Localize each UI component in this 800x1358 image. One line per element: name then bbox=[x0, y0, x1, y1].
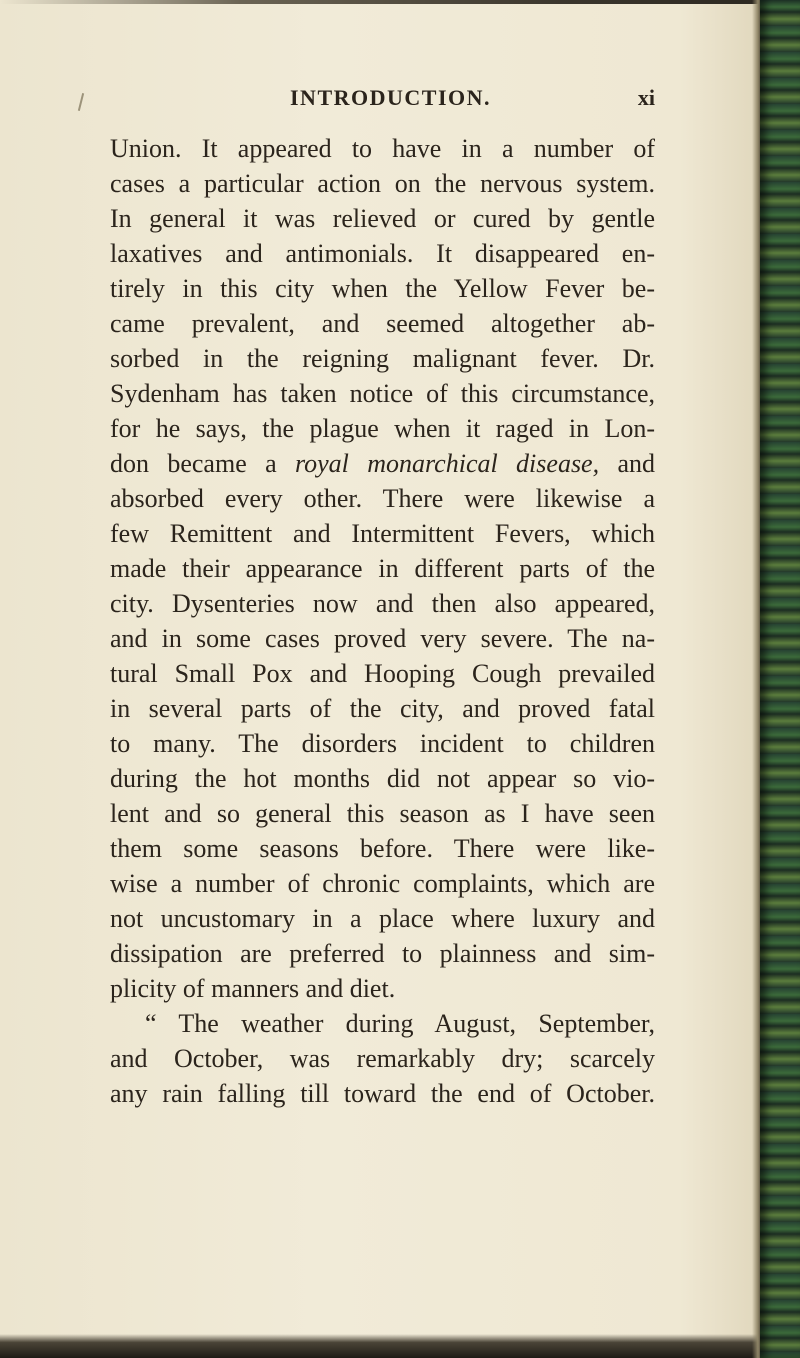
text-line: made their appearance in different parts of the bbox=[110, 554, 655, 583]
text-line: them some seasons before. There were like- bbox=[110, 834, 655, 863]
text-segment: don became a bbox=[110, 449, 295, 478]
text-line: few Remittent and Intermittent Fevers, which bbox=[110, 519, 655, 548]
text-line: Sydenham has taken notice of this circumstance, bbox=[110, 379, 655, 408]
text-line: and in some cases proved very severe. The na- bbox=[110, 624, 655, 653]
text-line: city. Dysenteries now and then also appeared, bbox=[110, 589, 655, 618]
pencil-mark bbox=[78, 93, 84, 111]
text-line: laxatives and antimonials. It disappeared en- bbox=[110, 239, 655, 268]
text-line: absorbed every other. There were likewise a bbox=[110, 484, 655, 513]
text-line: came prevalent, and seemed altogether ab- bbox=[110, 309, 655, 338]
page-header bbox=[110, 85, 655, 117]
text-segment: and bbox=[599, 449, 655, 478]
text-line: sorbed in the reigning malignant fever. Dr. bbox=[110, 344, 655, 373]
text-line: cases a particular action on the nervous system. bbox=[110, 169, 655, 198]
top-edge-shadow bbox=[0, 0, 800, 4]
text-line: plicity of manners and diet. bbox=[110, 974, 396, 1003]
text-line: lent and so general this season as I have seen bbox=[110, 799, 655, 828]
text-line: for he says, the plague when it raged in Lon- bbox=[110, 414, 655, 443]
text-line: in several parts of the city, and proved fatal bbox=[110, 694, 655, 723]
text-line: not uncustomary in a place where luxury and bbox=[110, 904, 655, 933]
text-line: during the hot months did not appear so vio- bbox=[110, 764, 655, 793]
text-line: dissipation are preferred to plainness and sim- bbox=[110, 939, 655, 968]
text-line-with-italic bbox=[110, 446, 655, 481]
book-binding bbox=[760, 0, 800, 1358]
text-line: tural Small Pox and Hooping Cough prevailed bbox=[110, 659, 655, 688]
body-text bbox=[110, 131, 655, 1111]
text-line: wise a number of chronic complaints, which are bbox=[110, 869, 655, 898]
text-line: and October, was remarkably dry; scarcely bbox=[110, 1044, 655, 1073]
text-line: tirely in this city when the Yellow Fever be- bbox=[110, 274, 655, 303]
text-line: “ The weather during August, September, bbox=[145, 1009, 655, 1038]
text-line: In general it was relieved or cured by gentle bbox=[110, 204, 655, 233]
italic-phrase: royal monarchical disease, bbox=[294, 449, 600, 478]
bottom-edge-shadow bbox=[0, 1334, 760, 1358]
text-line: Union. It appeared to have in a number of bbox=[110, 134, 655, 163]
text-line: any rain falling till toward the end of October. bbox=[110, 1079, 655, 1108]
page-number: xi bbox=[637, 85, 655, 110]
text-line: to many. The disorders incident to children bbox=[110, 729, 655, 758]
running-head: INTRODUCTION. bbox=[290, 85, 492, 110]
